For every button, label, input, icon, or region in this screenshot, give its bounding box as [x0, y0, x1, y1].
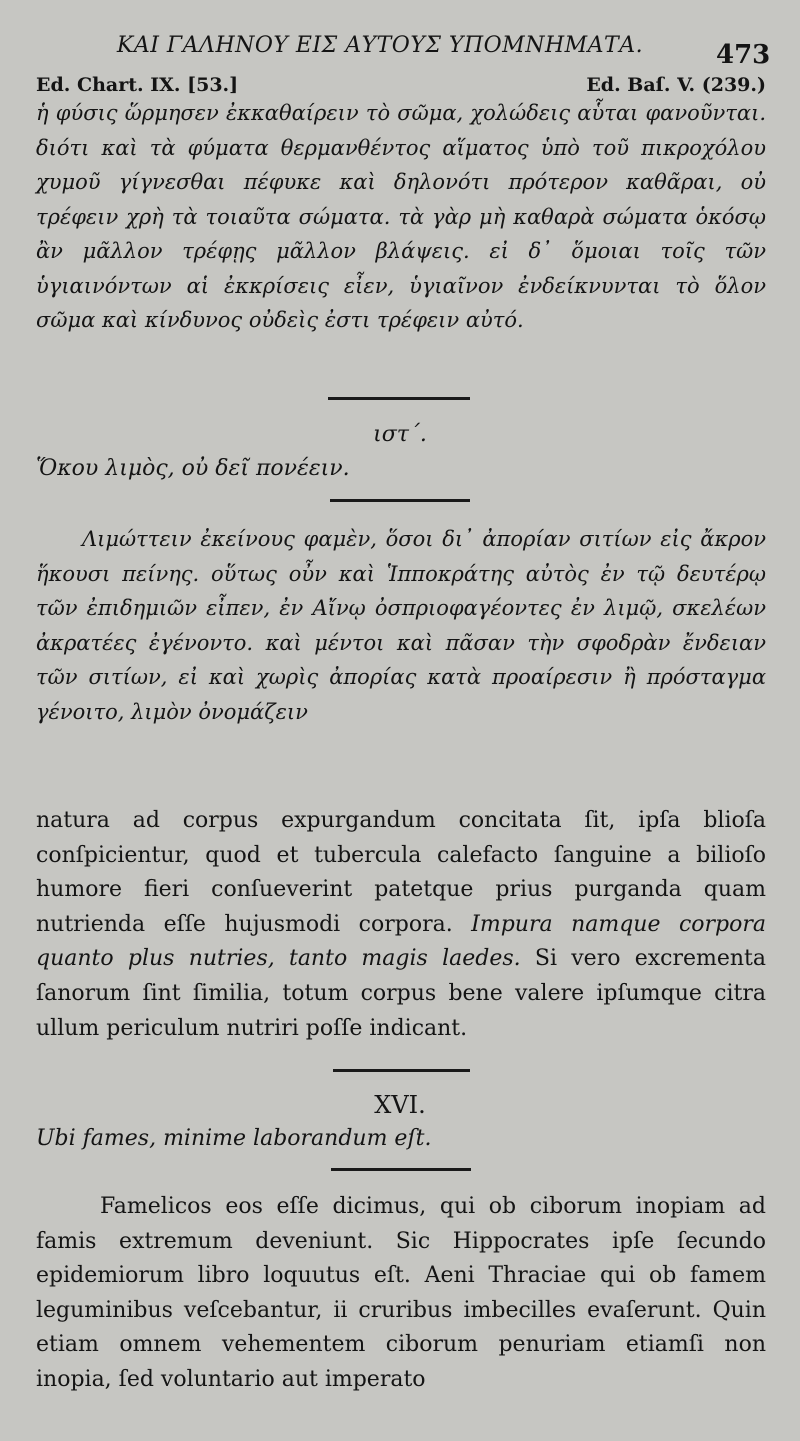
edition-basel: Ed. Baſ. V. (239.) [586, 74, 766, 96]
latin-text-top [36, 804, 766, 1046]
latin-text-part-2: Si vero excrementa ſanorum ſint ſimilia, totum corpus bene valere ipſumque citra ullum periculum nutriri poſſe indicant. [36, 946, 766, 1041]
greek-commentary: Λιμώττειν ἐκείνους φαμὲν, ὅσοι δι᾽ ἀπορίαν σιτίων εἰς ἄκρον ἥκουσι πείνης. οὕτως οὖν καὶ Ἱπποκράτης αὐτὸς ἐν τῷ δευτέρῳ τῶν ἐπιδημιῶν εἶπεν, ἐν Αἴνῳ ὀσπριοφαγέοντες ἐν λιμῷ, σκελέων ἀκρατέες ἐγένοντο. καὶ μέντοι καὶ πᾶσαν τὴν σφοδρὰν ἔνδειαν τῶν σιτίων, εἰ καὶ χωρὶς ἀπορίας κατὰ προαίρεσιν ἢ πρόσταγμα γένοιτο, λιμὸν ὀνομάζειν [36, 527, 766, 724]
latin-aphorism-heading: Ubi fames, minime laborandum eſt. [36, 1126, 432, 1151]
greek-section-number: ιστ΄. [373, 422, 427, 447]
greek-text-top: ἡ φύσις ὥρμησεν ἐκκαθαίρειν τὸ σῶμα, χολώδεις αὗται φανοῦνται. διότι καὶ τὰ φύματα θερμανθέντος αἵματος ὑπὸ τοῦ πικροχόλου χυμοῦ γίγνεσθαι πέφυκε καὶ δηλονότι πρότερον καθᾶραι, οὐ τρέφειν χρὴ τὰ τοιαῦτα σώματα. τὰ γὰρ μὴ καθαρὰ σώματα ὁκόσῳ ἂν μᾶλλον τρέφῃς μᾶλλον βλάψεις. εἰ δ᾽ ὅμοιαι τοῖς τῶν ὑγιαινόντων αἱ ἐκκρίσεις εἶεν, ὑγιαῖνον ἐνδείκνυνται τὸ ὅλον σῶμα καὶ κίνδυνος οὐδεὶς ἐστι τρέφειν αὐτό. [36, 101, 766, 332]
section-divider [328, 397, 470, 400]
greek-aphorism-heading: Ὅκου λιμὸς, οὐ δεῖ πονέειν. [36, 456, 350, 481]
section-divider-latin [333, 1069, 470, 1072]
latin-text-part-1: natura ad corpus expurgandum concitata ſit, ipſa blioſa conſpicientur, quod et tubercula calefacto ſanguine a bilioſo humore fieri conſueverint patetque prius purganda quam nutrienda eſſe hujusmodi corpora. [36, 808, 766, 937]
latin-section-number: XVI. [374, 1091, 426, 1119]
running-head: ΚΑΙ ΓΑΛΗΝΟΥ ΕΙΣ ΑΥΤΟΥΣ ΥΠΟΜΝΗΜΑΤΑ. [116, 33, 644, 58]
latin-text-italic: Impura namque corpora quanto plus nutries, tanto magis laedes. [36, 911, 766, 972]
heading-divider-latin [331, 1168, 471, 1171]
edition-chartier: Ed. Chart. IX. [53.] [36, 74, 239, 96]
heading-divider [330, 499, 470, 502]
latin-commentary: Famelicos eos eſſe dicimus, qui ob ciborum inopiam ad famis extremum deveniunt. Sic Hippocrates ipſe ſecundo epidemiorum libro loquutus eſt. Aeni Thraciae qui ob famem leguminibus veſcebantur, ii cruribus imbecilles evaſerunt. Quin etiam omnem vehementem ciborum penuriam etiamſi non inopia, ſed voluntario aut imperato [36, 1194, 766, 1392]
page-number: 473 [716, 40, 771, 70]
